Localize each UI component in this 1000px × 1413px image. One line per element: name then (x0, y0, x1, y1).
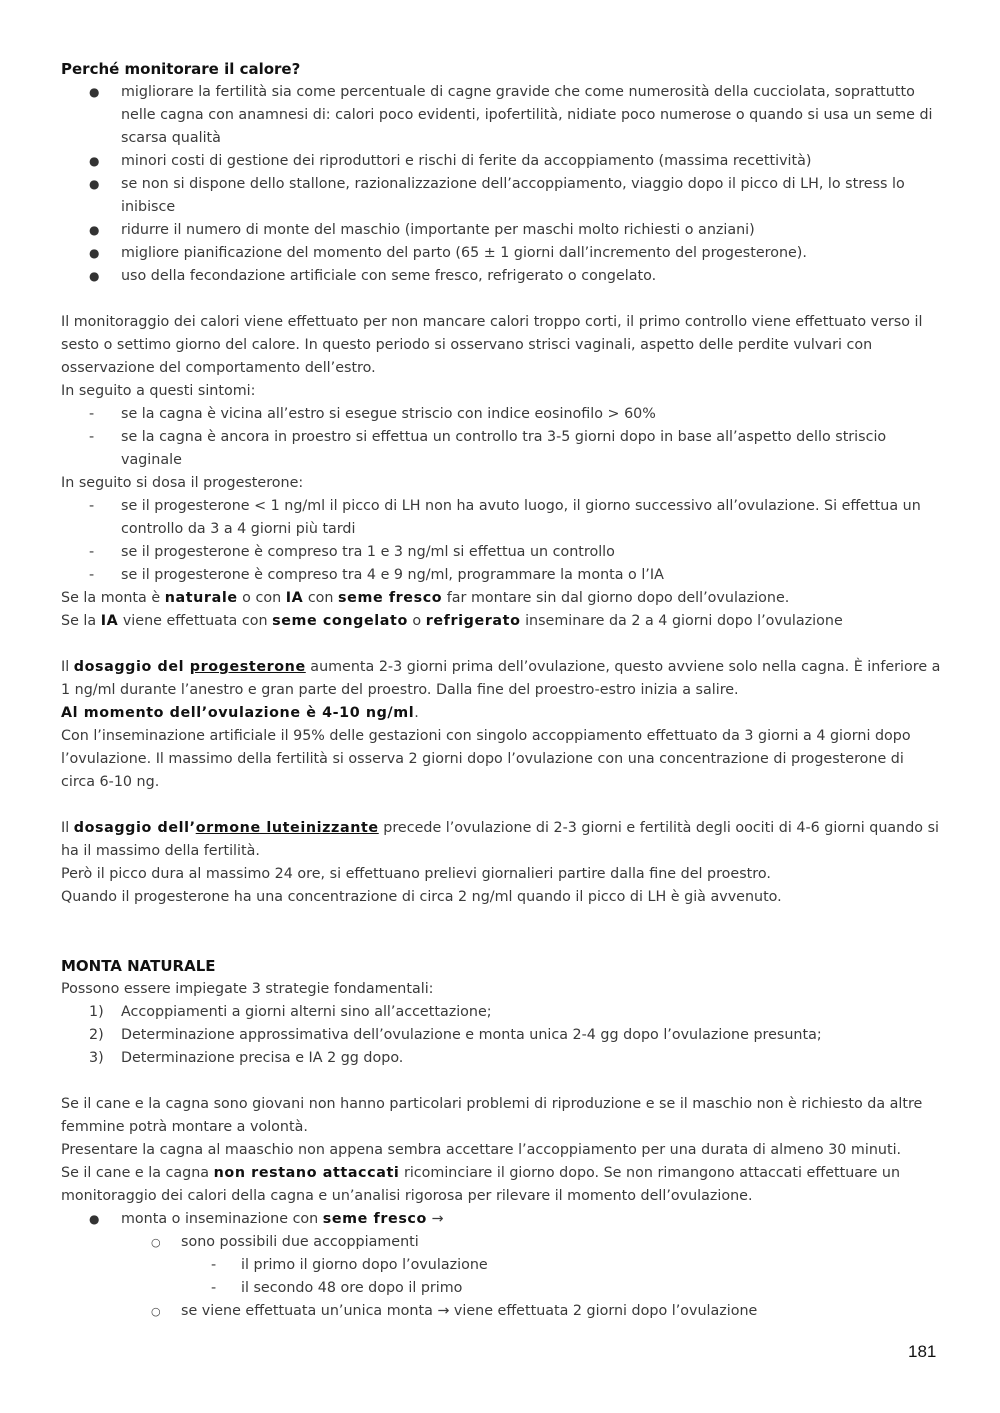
list-item: ● monta o inseminazione con seme fresco → (61, 1208, 941, 1231)
list-item: ● se non si dispone dello stallone, razionalizzazione dell’accoppiamento, viaggio dopo il picco di LH, lo stress lo inibisce (61, 173, 941, 219)
picco-line: Però il picco dura al massimo 24 ore, si effettuano prelievi giornalieri partire dalla fine del proestro. (61, 866, 771, 882)
progesterone-list (61, 495, 941, 587)
presentare-paragraph: Presentare la cagna al maaschio non appena sembra accettare l’accoppiamento per una durata di almeno 30 minuti. (61, 1142, 902, 1158)
unica-list (61, 1300, 941, 1323)
dash-icon: - (211, 1280, 217, 1296)
fresco-list (61, 1208, 941, 1231)
bullet-icon: ● (89, 177, 100, 191)
giovani-paragraph: Se il cane e la cagna sono giovani non hanno particolari problemi di riproduzione e se il maschio non è richiesto da altre femmine potrà montare a volontà. (61, 1096, 923, 1135)
list-item: 2) Determinazione approssimativa dell’ovulazione e monta unica 2-4 gg dopo l’ovulazione presunta; (89, 1027, 822, 1043)
list-item: ● migliorare la fertilità sia come percentuale di cagne gravide che come numerosità della cucciolata, soprattutto nelle cagna con anamnesi di: calori poco evidenti, ipofertilità, nidiate poco numerose o quando si usa un seme di scarsa qualità (61, 81, 941, 150)
sintomi-list (61, 403, 941, 472)
monitoraggio-paragraph: Il monitoraggio dei calori viene effettuato per non mancare calori troppo corti, il primo controllo viene effettuato verso il sesto o settimo giorno del calore. In questo periodo si osservano strisci vaginali, aspetto delle perdite vulvari con osservazione del comportamento dell’estro. (61, 314, 923, 376)
list-item: - se il progesterone è compreso tra 1 e 3 ng/ml si effettua un controllo (61, 541, 941, 564)
bullet-icon: ● (89, 1212, 100, 1226)
list-item: ● minori costi di gestione dei riproduttori e rischi di ferite da accoppiamento (massima recettività) (61, 150, 941, 173)
quando-line: Quando il progesterone ha una concentrazione di circa 2 ng/ml quando il picco di LH è già avvenuto. (61, 889, 782, 905)
list-item: ○ sono possibili due accoppiamenti (61, 1231, 941, 1254)
monta-line: Se la monta è naturale o con IA con seme fresco far montare sin dal giorno dopo dell’ovulazione. (61, 590, 790, 606)
list-item: ● uso della fecondazione artificiale con seme fresco, refrigerato o congelato. (61, 265, 941, 288)
page-number: 181 (908, 1342, 937, 1361)
dash-icon: - (89, 567, 95, 583)
list-item: - il secondo 48 ore dopo il primo (61, 1277, 941, 1300)
dash-icon: - (89, 498, 95, 514)
accoppiamenti-sub-list (61, 1254, 941, 1300)
list-item: - se la cagna è vicina all’estro si esegue striscio con indice eosinofilo > 60% (61, 403, 941, 426)
ovulazione-line: Al momento dell’ovulazione è 4-10 ng/ml. (61, 705, 419, 721)
list-item: ● migliore pianificazione del momento del parto (65 ± 1 giorni dall’incremento del progesterone). (61, 242, 941, 265)
list-item: 1) Accoppiamenti a giorni alterni sino all’accettazione; (89, 1004, 492, 1020)
bullet-icon: ● (89, 223, 100, 237)
reasons-list (61, 81, 941, 288)
heading-monta: MONTA NATURALE (61, 957, 216, 975)
sintomi-intro: In seguito a questi sintomi: (61, 383, 256, 399)
dash-icon: - (211, 1257, 217, 1273)
list-item: 3) Determinazione precisa e IA 2 gg dopo. (89, 1050, 404, 1066)
list-item: - se il progesterone < 1 ng/ml il picco di LH non ha avuto luogo, il giorno successivo all’ovulazione. Si effettua un controllo da 3 a 4 giorni più tardi (61, 495, 941, 541)
list-item: - se il progesterone è compreso tra 4 e 9 ng/ml, programmare la monta o l’IA (61, 564, 941, 587)
heading-calore: Perché monitorare il calore? (61, 60, 301, 78)
strategie-list (61, 1001, 941, 1070)
accoppiamenti-list (61, 1231, 941, 1254)
progesterone-intro: In seguito si dosa il progesterone: (61, 475, 304, 491)
bullet-icon: ● (89, 246, 100, 260)
ia-line: Se la IA viene effettuata con seme congelato o refrigerato inseminare da 2 a 4 giorni dopo l’ovulazione (61, 613, 843, 629)
inseminazione-paragraph: Con l’inseminazione artificiale il 95% delle gestazioni con singolo accoppiamento effettuato da 3 giorni a 4 giorni dopo l’ovulazione. Il massimo della fertilità si osserva 2 giorni dopo l’ovulazione con una concentrazione di progesterone di circa 6-10 ng. (61, 728, 911, 790)
dash-icon: - (89, 406, 95, 422)
list-item: - se la cagna è ancora in proestro si effettua un controllo tra 3-5 giorni dopo in base all’aspetto dello striscio vaginale (61, 426, 941, 472)
dash-icon: - (89, 429, 95, 445)
attaccati-paragraph: Se il cane e la cagna non restano attaccati ricominciare il giorno dopo. Se non rimangono attaccati effettuare un monitoraggio dei calori della cagna e un’analisi rigorosa per rilevare il momento dell’ovulazione. (61, 1165, 901, 1204)
list-item: - il primo il giorno dopo l’ovulazione (61, 1254, 941, 1277)
bullet-icon: ● (89, 269, 100, 283)
list-item: ● ridurre il numero di monte del maschio (importante per maschi molto richiesti o anziani) (61, 219, 941, 242)
circle-icon: ○ (151, 1236, 161, 1249)
lh-paragraph: Il dosaggio dell’ormone luteinizzante precede l’ovulazione di 2-3 giorni e fertilità degli oociti di 4-6 giorni quando si ha il massimo della fertilità. (61, 820, 940, 859)
bullet-icon: ● (89, 85, 100, 99)
dash-icon: - (89, 544, 95, 560)
document-page (61, 58, 941, 1323)
list-item: ○ se viene effettuata un’unica monta → viene effettuata 2 giorni dopo l’ovulazione (61, 1300, 941, 1323)
bullet-icon: ● (89, 154, 100, 168)
strategie-intro: Possono essere impiegate 3 strategie fondamentali: (61, 981, 434, 997)
circle-icon: ○ (151, 1305, 161, 1318)
dosaggio-paragraph: Il dosaggio del progesterone aumenta 2-3 giorni prima dell’ovulazione, questo avviene solo nella cagna. È inferiore a 1 ng/ml durante l’anestro e gran parte del proestro. Dalla fine del proestro-estro inizia a salire. (61, 659, 941, 698)
